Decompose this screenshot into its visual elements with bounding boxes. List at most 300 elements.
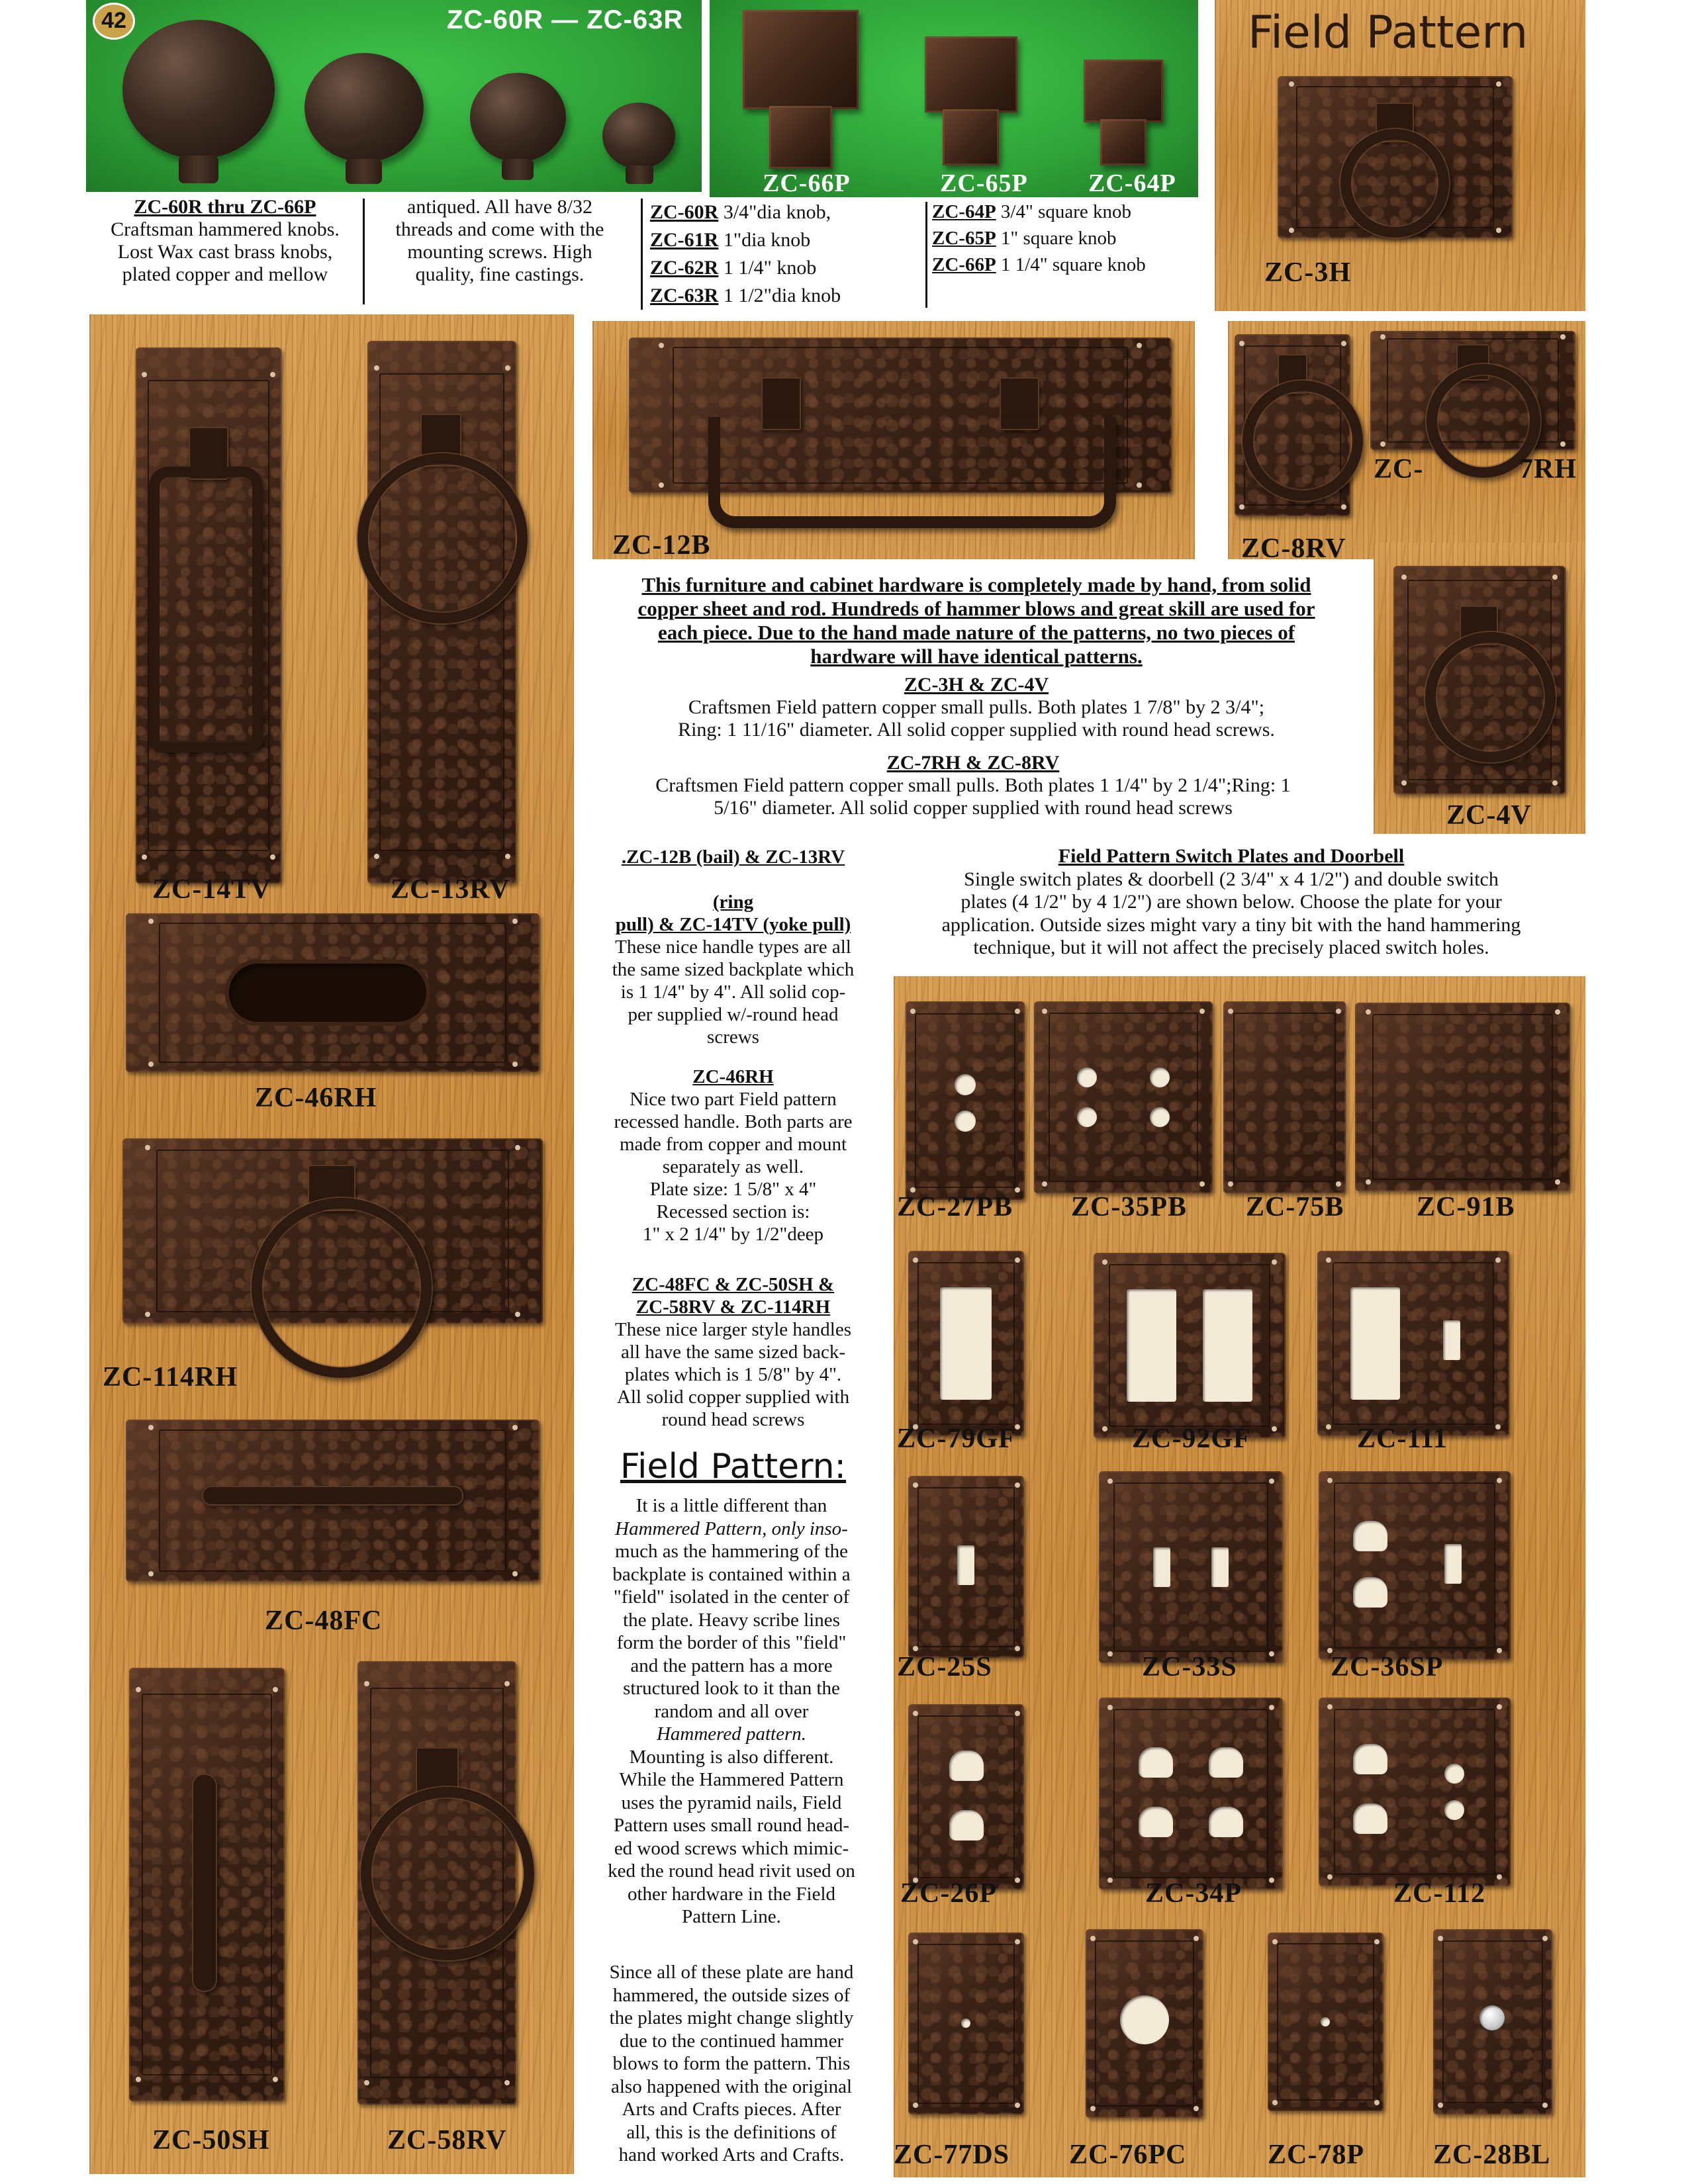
- screw-head: [270, 854, 275, 860]
- desc-line: plated copper and mellow: [122, 263, 328, 285]
- label-zc-7rh-part2: 7RH: [1519, 454, 1577, 484]
- switch-plates-text: [890, 845, 1572, 960]
- list-item: ZC-65P 1" square knob: [932, 228, 1117, 249]
- screw-head: [1239, 341, 1244, 346]
- section-line: All solid copper supplied with: [616, 1387, 850, 1408]
- screw-head: [1366, 1179, 1371, 1185]
- screw-head: [1269, 1705, 1274, 1710]
- knob-zc-61r: [470, 73, 566, 162]
- paragraph-line: ked the round head rivit used on: [608, 1860, 855, 1882]
- plate-zc-33s: [1099, 1471, 1283, 1663]
- plate-zc-26p: [908, 1704, 1024, 1889]
- button-hole: [1444, 1764, 1464, 1784]
- label-zc-36sp: ZC-36SP: [1331, 1652, 1444, 1682]
- plate-zc-76pc: [1086, 1929, 1203, 2118]
- plate-zc-12b: [629, 338, 1172, 493]
- screw-head: [1401, 780, 1407, 786]
- paragraph-line: ed wood screws which mimic-: [614, 1837, 849, 1859]
- shepherd-hook-handle: [192, 1774, 217, 1992]
- screw-head: [1327, 1704, 1333, 1709]
- square-knob-stem: [769, 106, 832, 169]
- section-line: round head screws: [661, 1409, 805, 1430]
- section-line: Craftsmen Field pattern copper small pulls. Both plates 1 7/8" by 2 3/4";: [688, 696, 1265, 718]
- paragraph-line: form the border of this "field": [616, 1632, 847, 1653]
- screw-head: [148, 1571, 154, 1576]
- label-zc-111: ZC-111: [1357, 1424, 1448, 1454]
- label-zc-25s: ZC-25S: [897, 1652, 992, 1682]
- screw-head: [1015, 1257, 1020, 1263]
- screw-head: [1495, 1257, 1501, 1263]
- screw-head: [1272, 2100, 1278, 2105]
- screw-head: [1015, 1009, 1020, 1014]
- knob-zc-62r: [305, 53, 424, 162]
- paragraph-line: uses the pyramid nails, Field: [621, 1792, 842, 1813]
- section-heading: ZC-48FC & ZC-50SH &: [632, 1274, 835, 1295]
- plate-zc-114rh: [122, 1138, 543, 1324]
- page-number-badge: 42: [93, 3, 135, 40]
- square-knob-stem: [1100, 119, 1147, 165]
- button-hole: [1150, 1068, 1170, 1087]
- section-line: technique, but it will not affect the precisely placed switch holes.: [973, 936, 1489, 958]
- screw-head: [1272, 1426, 1277, 1432]
- screw-head: [1289, 228, 1294, 233]
- desc-line: antiqued. All have 8/32: [407, 196, 592, 218]
- screw-head: [659, 343, 664, 348]
- knob-stem: [346, 159, 382, 184]
- plate-zc-91b: [1355, 1003, 1570, 1191]
- label-zc-112: ZC-112: [1393, 1878, 1486, 1909]
- screw-head: [1336, 1181, 1341, 1187]
- section-line: recessed handle. Both parts are: [614, 1111, 853, 1132]
- plate-zc-112: [1319, 1698, 1511, 1886]
- screw-head: [1341, 341, 1346, 346]
- screw-head: [364, 2080, 369, 2085]
- section-heading: ZC-7RH & ZC-8RV: [886, 752, 1060, 774]
- label-zc-14tv: ZC-14TV: [152, 874, 271, 905]
- sec-7rh-8rv: [576, 752, 1370, 819]
- section-line: These nice handle types are all: [615, 936, 851, 958]
- screw-head: [1107, 1705, 1113, 1710]
- screw-head: [1497, 1478, 1502, 1483]
- section-heading: ZC-3H & ZC-4V: [904, 674, 1049, 696]
- paragraph-line: also happened with the original: [610, 2075, 852, 2097]
- screw-head: [374, 365, 379, 371]
- ring-pull: [1425, 632, 1556, 762]
- screw-head: [1137, 482, 1142, 488]
- bail-handle: [708, 417, 1116, 528]
- plate-zc-8rv: [1235, 334, 1350, 516]
- screw-head: [1239, 504, 1244, 510]
- label-zc-27pb: ZC-27PB: [897, 1192, 1013, 1222]
- outlet-opening: [1353, 1577, 1387, 1608]
- plate-zc-75b: [1223, 1001, 1346, 1193]
- label-zc-114rh: ZC-114RH: [103, 1362, 238, 1392]
- label-zc-92gf: ZC-92GF: [1132, 1424, 1251, 1454]
- gfci-opening: [1203, 1289, 1252, 1402]
- screw-head: [913, 1939, 918, 1944]
- screw-head: [1542, 1936, 1548, 1941]
- label-zc-77ds: ZC-77DS: [894, 2140, 1010, 2170]
- outlet-opening: [949, 1810, 984, 1841]
- plate-zc-25s: [908, 1476, 1024, 1658]
- desc-line: Lost Wax cast brass knobs,: [117, 241, 333, 263]
- screw-head: [1199, 1009, 1205, 1014]
- list-item: ZC-60R 3/4"dia knob,: [650, 201, 831, 223]
- paragraph-line: the plate. Heavy scribe lines: [623, 1609, 840, 1631]
- plate-zc-7rh: [1370, 331, 1575, 450]
- paragraph-line: Since all of these plate are hand: [609, 1962, 854, 1983]
- plate-zc-27pb: [906, 1001, 1025, 1200]
- round-knob-desc: [89, 196, 361, 286]
- square-knob-zc-65p: [925, 36, 1017, 113]
- screw-head: [1327, 1478, 1333, 1483]
- screw-head: [1401, 574, 1407, 580]
- screw-head: [515, 1145, 520, 1150]
- round-knob-desc-2: [367, 196, 632, 286]
- ring-pull: [357, 453, 528, 623]
- square-knob-list: [932, 199, 1197, 278]
- screw-head: [1366, 1009, 1371, 1015]
- plate-zc-48fc: [126, 1420, 539, 1582]
- paragraph-line: hammered, the outside sizes of: [612, 1984, 851, 2006]
- knob-zc-63r: [122, 20, 275, 159]
- plate-zc-28bl: [1433, 1929, 1552, 2115]
- screw-head: [136, 1687, 141, 1692]
- square-knob-zc-64p: [1084, 60, 1163, 122]
- screw-head: [504, 2080, 510, 2085]
- plate-zc-92gf: [1094, 1253, 1286, 1438]
- label-zc-7rh-part1: ZC-: [1374, 454, 1424, 484]
- label-zc-46rh: ZC-46RH: [255, 1083, 377, 1113]
- desc-line: threads and come with the: [395, 218, 604, 240]
- screw-head: [512, 1571, 518, 1576]
- screw-head: [1269, 1479, 1274, 1484]
- label-zc-58rv: ZC-58RV: [387, 2125, 507, 2156]
- square-knob-stem: [943, 109, 999, 165]
- screw-head: [273, 2077, 278, 2082]
- square-knob-banner: [710, 0, 1198, 197]
- screw-head: [1326, 1424, 1331, 1430]
- screw-head: [913, 1482, 918, 1488]
- paragraph-line: the plates might change slightly: [609, 2007, 854, 2028]
- label-zc-26p: ZC-26P: [900, 1878, 997, 1909]
- screw-head: [1228, 1181, 1233, 1187]
- paragraph-line: due to the continued hammer: [619, 2030, 844, 2052]
- screw-head: [659, 482, 664, 488]
- round-knob-list: [650, 199, 908, 310]
- screw-head: [1090, 2106, 1096, 2111]
- label-zc-13rv: ZC-13RV: [391, 874, 510, 905]
- sec-48fc: [579, 1273, 887, 1431]
- toggle-opening: [1153, 1547, 1170, 1587]
- knob-stem: [179, 156, 218, 183]
- screw-head: [1042, 1009, 1047, 1014]
- section-line: Recessed section is:: [656, 1201, 810, 1222]
- label-zc-50sh: ZC-50SH: [152, 2125, 270, 2156]
- recessed-handle: [225, 960, 430, 1026]
- screw-head: [142, 854, 147, 860]
- paragraph-line: structured look to it than the: [623, 1678, 840, 1699]
- screw-head: [1015, 2103, 1020, 2108]
- field-pattern-title: Field Pattern: [1248, 7, 1528, 59]
- screw-head: [1269, 1651, 1274, 1657]
- screw-head: [504, 1681, 510, 1686]
- screw-head: [1552, 780, 1558, 786]
- sec-3h-4v: [583, 674, 1370, 741]
- plate-zc-14tv: [136, 347, 281, 884]
- screw-head: [1272, 1939, 1278, 1944]
- section-line: screws: [707, 1026, 759, 1048]
- screw-head: [1374, 1939, 1380, 1944]
- section-heading: (ring: [712, 891, 754, 913]
- yoke-pull: [149, 467, 263, 752]
- plate-zc-36sp: [1319, 1471, 1511, 1660]
- screw-head: [1552, 574, 1558, 580]
- section-line: Plate size: 1 5/8" x 4": [649, 1179, 817, 1200]
- label-zc-33s: ZC-33S: [1142, 1652, 1237, 1682]
- plate-zc-78p: [1268, 1933, 1383, 2111]
- knob-stem: [626, 165, 653, 184]
- screw-head: [913, 1711, 918, 1716]
- section-heading: Field Pattern Switch Plates and Doorbell: [1058, 845, 1405, 867]
- ring-pull: [1340, 129, 1449, 238]
- label-zc-75b: ZC-75B: [1246, 1192, 1344, 1222]
- screw-head: [910, 1009, 915, 1014]
- screw-head: [1497, 1704, 1502, 1709]
- zc-4v-panel: [1374, 543, 1585, 834]
- outlet-opening: [1139, 1807, 1173, 1837]
- section-line: plates (4 1/2" by 4 1/2") are shown below. Choose the plate for your: [961, 891, 1502, 913]
- screw-head: [1102, 1259, 1107, 1265]
- screw-head: [1380, 334, 1385, 340]
- screw-head: [145, 1145, 150, 1150]
- screw-head: [1496, 228, 1501, 233]
- field-pattern-paragraph-1: [569, 1494, 894, 1929]
- field-pattern-heading: Field Pattern:: [620, 1447, 847, 1486]
- square-knob-zc-66p: [743, 10, 859, 109]
- label-zc-35pb: ZC-35PB: [1071, 1192, 1187, 1222]
- section-heading: ZC-46RH: [692, 1066, 774, 1087]
- screw-head: [1015, 1711, 1020, 1716]
- paragraph-line: Mounting is also different.: [629, 1746, 834, 1768]
- section-line: Craftsmen Field pattern copper small pulls. Both plates 1 1/4" by 2 1/4";Ring: 1: [655, 774, 1291, 796]
- screw-head: [1497, 1648, 1502, 1653]
- outlet-opening: [1353, 1803, 1387, 1834]
- field-pattern-panel: [1215, 0, 1585, 311]
- screw-head: [512, 919, 518, 924]
- section-heading: pull) & ZC-14TV (yoke pull): [615, 914, 851, 935]
- screw-head: [1015, 1878, 1020, 1883]
- desc-line: mounting screws. High: [407, 241, 592, 263]
- screw-head: [1107, 1878, 1113, 1883]
- screw-head: [1326, 1257, 1331, 1263]
- screw-head: [1090, 1936, 1096, 1941]
- toggle-opening: [1444, 1544, 1462, 1584]
- screw-head: [1374, 2100, 1380, 2105]
- paragraph-line: other hardware in the Field: [627, 1883, 836, 1905]
- button-hole: [955, 1074, 976, 1095]
- label-zc-65p: ZC-65P: [940, 169, 1028, 197]
- sec-46rh: [579, 1066, 887, 1246]
- screw-head: [505, 854, 510, 859]
- list-item: ZC-64P 3/4" square knob: [932, 201, 1132, 222]
- round-knob-title: ZC-60R — ZC-63R: [447, 5, 684, 34]
- label-zc-34p: ZC-34P: [1145, 1878, 1242, 1909]
- section-line: Nice two part Field pattern: [630, 1089, 837, 1110]
- intro-line: This furniture and cabinet hardware is completely made by hand, from solid: [641, 573, 1311, 596]
- screw-head: [1289, 81, 1294, 87]
- screw-head: [148, 919, 154, 924]
- gfci-opening: [940, 1287, 992, 1400]
- label-zc-79gf: ZC-79GF: [897, 1424, 1016, 1454]
- button-hole: [1077, 1107, 1097, 1127]
- screw-head: [1228, 1009, 1233, 1014]
- desc-line: quality, fine castings.: [415, 263, 585, 285]
- screw-head: [1102, 1426, 1107, 1432]
- screw-head: [1560, 441, 1566, 447]
- paragraph-line: Hammered pattern.: [656, 1723, 807, 1745]
- screw-head: [148, 1425, 154, 1430]
- section-line: the same sized backplate which: [612, 959, 855, 980]
- screw-head: [1495, 1424, 1501, 1430]
- divider: [363, 199, 365, 304]
- outlet-opening: [1353, 1521, 1387, 1551]
- round-knob-heading: ZC-60R thru ZC-66P: [134, 196, 316, 218]
- screw-head: [1327, 1874, 1333, 1880]
- knob-zc-60r: [602, 103, 675, 169]
- button-hole: [1150, 1107, 1170, 1127]
- intro-line: hardware will have identical patterns.: [810, 645, 1143, 668]
- outlet-opening: [1209, 1807, 1243, 1837]
- section-heading: .ZC-12B (bail) & ZC-13RV: [621, 846, 845, 868]
- section-line: These nice larger style handles: [615, 1319, 851, 1340]
- gfci-opening: [1127, 1289, 1176, 1402]
- section-line: 5/16" diameter. All solid copper supplied with round head screws: [714, 797, 1233, 819]
- screw-head: [1542, 2103, 1548, 2108]
- paragraph-line: random and all over: [654, 1700, 809, 1722]
- screw-head: [1269, 1878, 1274, 1883]
- screw-head: [1107, 1479, 1113, 1484]
- screw-hole: [961, 2019, 970, 2028]
- paragraph-line: all, this is the definitions of: [626, 2121, 837, 2143]
- label-zc-12b: ZC-12B: [612, 530, 711, 561]
- section-line: is 1 1/4" by 4". All solid cop-: [620, 981, 846, 1003]
- screw-head: [1015, 1187, 1020, 1193]
- screw-head: [512, 1062, 518, 1067]
- screw-head: [512, 1425, 518, 1430]
- paragraph-line: Hammered Pattern, only inso-: [615, 1518, 848, 1539]
- screw-head: [136, 2077, 141, 2082]
- label-zc-91b: ZC-91B: [1417, 1192, 1515, 1222]
- section-line: made from copper and mount: [619, 1134, 847, 1155]
- round-knob-banner: [86, 0, 702, 192]
- intro-text: [583, 573, 1370, 668]
- screw-head: [1272, 1259, 1277, 1265]
- paragraph-line: much as the hammering of the: [615, 1541, 848, 1562]
- section-line: 1" x 2 1/4" by 1/2"deep: [642, 1224, 824, 1245]
- screw-head: [1107, 1651, 1113, 1657]
- doorbell-button: [1479, 2005, 1505, 2030]
- plate-zc-4v: [1393, 566, 1566, 794]
- button-hole: [1444, 1800, 1464, 1820]
- screw-head: [1194, 2106, 1199, 2111]
- list-item: ZC-63R 1 1/2"dia knob: [650, 285, 841, 306]
- section-line: per supplied w/-round head: [628, 1004, 839, 1025]
- label-zc-3h: ZC-3H: [1264, 257, 1351, 288]
- screw-head: [1438, 1936, 1443, 1941]
- plate-zc-50sh: [129, 1668, 285, 2101]
- section-line: Single switch plates & doorbell (2 3/4" x 4 1/2") and double switch: [964, 868, 1499, 890]
- label-zc-4v: ZC-4V: [1446, 800, 1532, 831]
- paragraph-line: and the pattern has a more: [630, 1655, 833, 1676]
- screw-head: [273, 1687, 278, 1692]
- intro-line: copper sheet and rod. Hundreds of hammer blows and great skill are used for: [637, 597, 1315, 620]
- button-hole: [1077, 1068, 1097, 1087]
- screw-head: [1555, 1179, 1560, 1185]
- screw-head: [1015, 1939, 1020, 1944]
- toggle-opening: [957, 1545, 974, 1585]
- label-zc-28bl: ZC-28BL: [1433, 2140, 1551, 2170]
- screw-head: [1560, 334, 1566, 340]
- plate-zc-3h: [1278, 76, 1513, 238]
- section-line: separately as well.: [662, 1156, 804, 1177]
- toggle-opening: [1211, 1547, 1229, 1587]
- outlet-opening: [949, 1751, 984, 1781]
- screw-head: [515, 1312, 520, 1317]
- list-item: ZC-61R 1"dia knob: [650, 229, 811, 251]
- label-zc-48fc: ZC-48FC: [265, 1606, 383, 1636]
- plate-zc-34p: [1099, 1698, 1283, 1889]
- paragraph-line: Pattern Line.: [682, 1906, 781, 1927]
- paragraph-line: While the Hammered Pattern: [619, 1769, 844, 1790]
- divider: [925, 202, 927, 308]
- screw-head: [1336, 1009, 1341, 1014]
- screw-head: [1555, 1009, 1560, 1015]
- section-heading: ZC-58RV & ZC-114RH: [635, 1297, 831, 1318]
- screw-head: [1438, 2103, 1443, 2108]
- screw-head: [145, 1312, 150, 1317]
- outlet-opening: [1139, 1747, 1173, 1778]
- paragraph-line: hand worked Arts and Crafts.: [618, 2144, 845, 2165]
- screw-head: [374, 854, 379, 859]
- paragraph-line: "field" isolated in the center of: [613, 1586, 850, 1608]
- screw-head: [913, 2103, 918, 2108]
- screw-head: [1341, 504, 1346, 510]
- switch-plates-panel: [894, 976, 1585, 2177]
- plate-zc-46rh: [126, 913, 539, 1072]
- paragraph-line: blows to form the pattern. This: [612, 2053, 851, 2074]
- plate-zc-35pb: [1034, 1001, 1213, 1193]
- section-line: all have the same sized back-: [621, 1342, 845, 1363]
- paragraph-line: Pattern uses small round head-: [614, 1815, 849, 1836]
- paragraph-line: Arts and Crafts pieces. After: [622, 2099, 841, 2120]
- screw-head: [913, 1257, 918, 1263]
- label-zc-8rv: ZC-8RV: [1241, 533, 1346, 564]
- screw-head: [148, 1062, 154, 1067]
- small-pulls-panel: [1228, 321, 1585, 564]
- sec-12b: [579, 846, 887, 1048]
- screw-head: [1380, 441, 1385, 447]
- bail-pull-panel: [592, 321, 1195, 559]
- plate-zc-79gf: [908, 1251, 1024, 1436]
- screw-head: [142, 372, 147, 377]
- ring-pull: [361, 1787, 534, 1960]
- desc-line: Craftsman hammered knobs.: [111, 218, 340, 240]
- screw-head: [1199, 1181, 1205, 1187]
- knob-stem: [502, 159, 534, 180]
- section-line: application. Outside sizes might vary a tiny bit with the hand hammering: [941, 913, 1521, 936]
- screw-head: [1194, 1936, 1199, 1941]
